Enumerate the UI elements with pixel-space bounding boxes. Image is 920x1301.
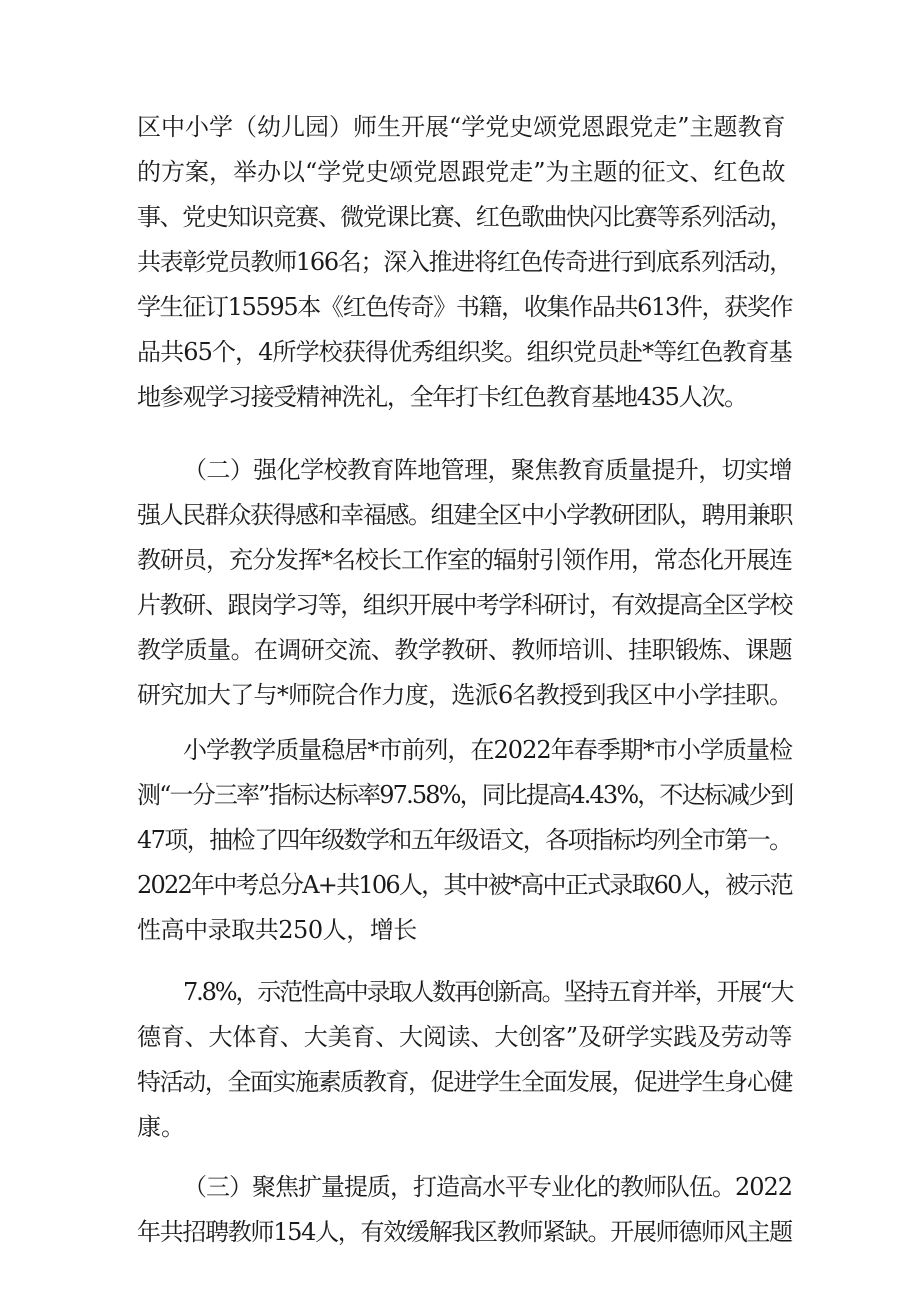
text-line: 测“一分三率”指标达标率97.58%，同比提高4.43%，不达标减少到 [137, 781, 793, 809]
text-line: 片教研、跟岗学习等，组织开展中考学科研讨，有效提高全区学校 [137, 591, 792, 619]
text-line: 康。 [137, 1113, 185, 1141]
text-line: 学生征订15595本《红色传奇》书籍，收集作品共613件，获奖作 [137, 293, 793, 321]
text-line: 2022年中考总分A+共106人，其中被*高中正式录取60人，被示范 [137, 871, 792, 899]
text-line: 研究加大了与*师院合作力度，选派6名教授到我区中小学挂职。 [137, 681, 793, 709]
text-line: 年共招聘教师154人，有效缓解我区教师紧缺。开展师德师风主题 [137, 1218, 792, 1246]
section-heading-line: （三）聚焦扩量提质，打造高水平专业化的教师队伍。2022 [183, 1173, 793, 1201]
text-line: 德育、大体育、大美育、大阅读、大创客”及研学实践及劳动等 [137, 1023, 793, 1051]
text-line: 共表彰党员教师166名；深入推进将红色传奇进行到底系列活动， [137, 248, 792, 276]
text-line: 的方案，举办以“学党史颂党恩跟党走”为主题的征文、红色故 [137, 158, 786, 186]
text-line: 教学质量。在调研交流、教学教研、教师培训、挂职锻炼、课题 [137, 636, 792, 664]
paragraph-first-line: 7.8%，示范性高中录取人数再创新高。坚持五育并举，开展“大 [183, 978, 793, 1006]
paragraph-first-line: 小学教学质量稳居*市前列，在2022年春季期*市小学质量检 [183, 736, 793, 764]
text-line: 47项，抽检了四年级数学和五年级语文，各项指标均列全市第一。 [137, 826, 792, 854]
text-line: 品共65个，4所学校获得优秀组织奖。组织党员赴*等红色教育基 [137, 338, 792, 366]
text-line: 强人民群众获得感和幸福感。组建全区中小学教研团队，聘用兼职 [137, 501, 792, 529]
text-line: 地参观学习接受精神洗礼，全年打卡红色教育基地435人次。 [137, 383, 747, 411]
text-line: 特活动，全面实施素质教育，促进学生全面发展，促进学生身心健 [137, 1068, 792, 1096]
text-line: 性高中录取共250人，增长 [137, 916, 417, 944]
text-line: 事、党史知识竞赛、微党课比赛、红色歌曲快闪比赛等系列活动， [137, 203, 792, 231]
text-line: 教研员，充分发挥*名校长工作室的辐射引领作用，常态化开展连 [137, 546, 792, 574]
section-heading-line: （二）强化学校教育阵地管理，聚焦教育质量提升，切实增 [183, 456, 792, 484]
text-line: 区中小学（幼儿园）师生开展“学党史颂党恩跟党走”主题教育 [137, 113, 786, 141]
